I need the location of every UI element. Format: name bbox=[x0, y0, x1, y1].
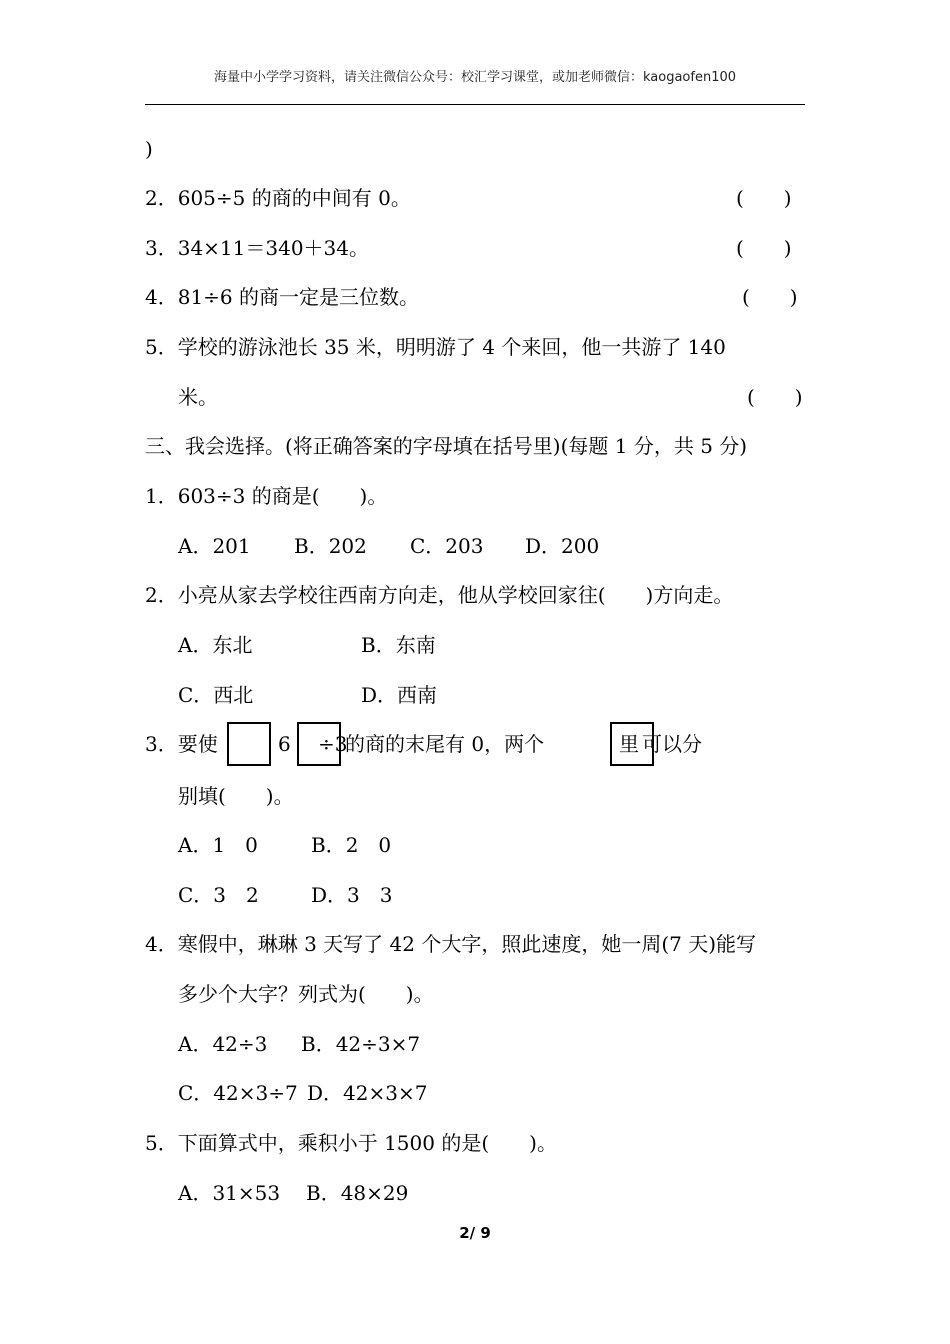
q4-option-a[interactable]: A．42÷3 bbox=[178, 1032, 268, 1056]
q5-option-a[interactable]: A．31×53 bbox=[178, 1181, 281, 1205]
q4-option-c[interactable]: C．42×3÷7 bbox=[178, 1081, 298, 1105]
q3-in-box-text: 里 bbox=[619, 732, 639, 756]
q1-option-b[interactable]: B．202 bbox=[294, 534, 367, 558]
q5-stem: 5．下面算式中，乘积小于 1500 的是( )。 bbox=[145, 1131, 557, 1155]
q3-option-a[interactable]: A．1 0 bbox=[178, 833, 258, 857]
q4-stem-cont: 多少个大字？列式为( )。 bbox=[178, 982, 434, 1006]
judge-item-2: 2．605÷5 的商的中间有 0。 bbox=[145, 186, 411, 210]
continued-paren: ) bbox=[145, 137, 153, 161]
answer-paren-5[interactable]: ( ) bbox=[747, 385, 803, 409]
page-number: 2/ 9 bbox=[459, 1224, 491, 1242]
q3-blank-box-1[interactable] bbox=[227, 722, 271, 766]
judge-item-5-cont: 米。 bbox=[178, 385, 218, 409]
q2-option-c[interactable]: C．西北 bbox=[178, 683, 254, 707]
answer-paren-3[interactable]: ( ) bbox=[736, 236, 792, 260]
q3-option-d[interactable]: D．3 3 bbox=[311, 883, 393, 907]
q3-option-c[interactable]: C．3 2 bbox=[178, 883, 259, 907]
q3-digit-6: 6 bbox=[278, 732, 291, 756]
q2-option-a[interactable]: A．东北 bbox=[178, 633, 253, 657]
q2-option-d[interactable]: D．西南 bbox=[361, 683, 438, 707]
q1-stem: 1．603÷3 的商是( )。 bbox=[145, 484, 388, 508]
q3-middle-text: 的商的末尾有 0，两个 bbox=[345, 732, 545, 756]
q1-option-a[interactable]: A．201 bbox=[178, 534, 251, 558]
q2-option-b[interactable]: B．东南 bbox=[361, 633, 436, 657]
answer-paren-2[interactable]: ( ) bbox=[736, 186, 792, 210]
q2-stem: 2．小亮从家去学校往西南方向走，他从学校回家往( )方向走。 bbox=[145, 583, 734, 607]
q3-tail-text: 可以分 bbox=[642, 732, 702, 756]
q3-stem-cont: 别填( )。 bbox=[178, 784, 294, 808]
q4-stem: 4．寒假中，琳琳 3 天写了 42 个大字，照此速度，她一周(7 天)能写 bbox=[145, 932, 757, 956]
header-divider bbox=[145, 104, 805, 105]
q4-option-d[interactable]: D．42×3×7 bbox=[307, 1081, 428, 1105]
section3-title: 三、我会选择。(将正确答案的字母填在括号里)(每题 1 分，共 5 分) bbox=[145, 434, 748, 458]
judge-item-5: 5．学校的游泳池长 35 米，明明游了 4 个来回，他一共游了 140 bbox=[145, 335, 726, 359]
q3-prefix: 3．要使 bbox=[145, 732, 218, 756]
q1-option-d[interactable]: D．200 bbox=[525, 534, 600, 558]
page-header: 海量中小学学习资料，请关注微信公众号：校汇学习课堂，或加老师微信：kaogaofen100 bbox=[213, 70, 737, 85]
q4-option-b[interactable]: B．42÷3×7 bbox=[301, 1032, 421, 1056]
answer-paren-4[interactable]: ( ) bbox=[742, 285, 798, 309]
judge-item-4: 4．81÷6 的商一定是三位数。 bbox=[145, 285, 420, 309]
q5-option-b[interactable]: B．48×29 bbox=[306, 1181, 409, 1205]
q3-divide-3: ÷3 bbox=[318, 732, 348, 756]
q3-option-b[interactable]: B．2 0 bbox=[311, 833, 392, 857]
judge-item-3: 3．34×11＝340＋34。 bbox=[145, 236, 370, 260]
q1-option-c[interactable]: C．203 bbox=[410, 534, 484, 558]
